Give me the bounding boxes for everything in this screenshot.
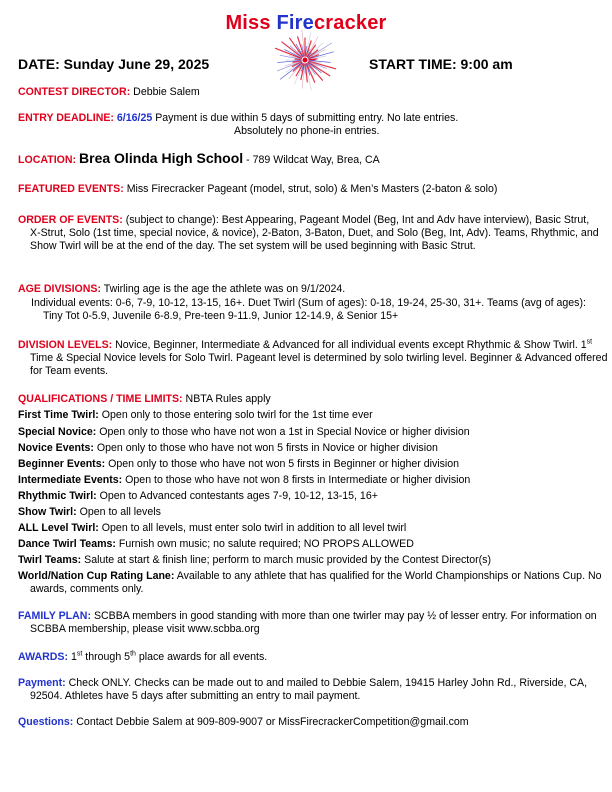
qual-item xyxy=(18,570,608,596)
age-label: AGE DIVISIONS: xyxy=(18,283,101,295)
qual-desc: Open to all levels xyxy=(79,506,161,518)
qualifications-rules: NBTA Rules apply xyxy=(185,393,271,405)
order-label: ORDER OF EVENTS: xyxy=(18,214,123,226)
division-text-a: Novice, Beginner, Intermediate & Advanced for all individual events except Rhythmic & Show Twirl. 1 xyxy=(115,339,587,351)
event-date: DATE: Sunday June 29, 2025 xyxy=(18,56,210,72)
qual-item xyxy=(18,426,598,439)
qual-desc: Open only to those who have not won 5 firsts in Beginner or higher division xyxy=(108,458,460,470)
division-label: DIVISION LEVELS: xyxy=(18,339,113,351)
qual-item xyxy=(18,442,598,455)
qual-desc: Available to any athlete that has qualified for the World Championships or Nations Cup. No awards, comments only. xyxy=(30,570,602,595)
featured-text: Miss Firecracker Pageant (model, strut, solo) & Men’s Masters (2-baton & solo) xyxy=(126,183,498,195)
qual-term: Twirl Teams: xyxy=(18,554,82,566)
title-fire: Fire xyxy=(276,12,314,34)
qual-desc: Open to all levels, must enter solo twirl in addition to all level twirl xyxy=(101,522,407,534)
qual-term: Beginner Events: xyxy=(18,458,106,470)
deadline-text: Payment is due within 5 days of submitting entry. No late entries. xyxy=(155,112,459,124)
division-sup: st xyxy=(586,338,593,346)
awards-sup1: st xyxy=(76,650,83,658)
awards-sup2: th xyxy=(130,650,136,658)
qual-item xyxy=(18,538,598,551)
deadline-date: 6/16/25 xyxy=(116,112,153,124)
title-cracker: cracker xyxy=(313,12,387,34)
payment xyxy=(18,677,608,703)
payment-text: Check ONLY. Checks can be made out to and mailed to Debbie Salem, 19415 Harley John Rd., Riverside, CA, 92504. Athletes have 5 days after submitting an entry to mail payment. xyxy=(30,677,588,702)
director-label: CONTEST DIRECTOR: xyxy=(18,86,131,98)
qual-term: First Time Twirl: xyxy=(18,409,99,421)
division-text-b: Time & Special Novice levels for Solo Twirl. Pageant level is determined by solo twirling level. Beginner & Advanced offered for Team events. xyxy=(30,352,608,377)
location-school: Brea Olinda High School xyxy=(79,150,244,166)
firework-center xyxy=(303,58,308,63)
awards-mid: through 5 xyxy=(82,651,131,663)
qual-desc: Furnish own music; no salute required; NO PROPS ALLOWED xyxy=(118,538,414,550)
qual-term: Dance Twirl Teams: xyxy=(18,538,116,550)
qual-desc: Open only to those entering solo twirl for the 1st time ever xyxy=(101,409,373,421)
order-of-events xyxy=(18,214,600,253)
qual-item xyxy=(18,522,598,535)
qual-term: Show Twirl: xyxy=(18,506,77,518)
awards-label: AWARDS: xyxy=(18,651,69,663)
qual-desc: Open only to those who have not won a 1st in Special Novice or higher division xyxy=(99,426,470,438)
location-label: LOCATION: xyxy=(18,154,77,166)
qual-item xyxy=(18,506,598,519)
payment-label: Payment: xyxy=(18,677,66,689)
location xyxy=(18,150,380,168)
qualifications-label: QUALIFICATIONS / TIME LIMITS: xyxy=(18,393,183,405)
qual-item xyxy=(18,490,598,503)
qual-term: Special Novice: xyxy=(18,426,97,438)
qual-item xyxy=(18,409,598,422)
awards-end: place awards for all events. xyxy=(135,651,268,663)
firework-ray xyxy=(309,59,317,60)
awards-num1: 1 xyxy=(70,651,77,663)
deadline-note: Absolutely no phone-in entries. xyxy=(234,125,380,137)
title-miss: Miss xyxy=(225,12,277,34)
family-label: FAMILY PLAN: xyxy=(18,610,91,622)
qual-term: Intermediate Events: xyxy=(18,474,123,486)
division-levels xyxy=(18,339,608,378)
featured-label: FEATURED EVENTS: xyxy=(18,183,124,195)
qual-desc: Open to those who have not won 8 firsts in Intermediate or higher division xyxy=(125,474,471,486)
age-text: Twirling age is the age the athlete was on 9/1/2024. xyxy=(103,283,346,295)
awards xyxy=(18,651,267,664)
order-text: (subject to change): Best Appearing, Pageant Model (Beg, Int and Adv have interview), Basic Strut, X-Strut, Solo (1st time, special novice, & novice), 2-Baton, 3-Baton, Duet, and Solo (Beg, Int, Adv). Teams, Rhythmic, and Show Twirl will be at the end of the day. The set system will be used beginning with Basic Strut. xyxy=(30,214,599,252)
qual-desc: Salute at start & finish line; perform to march music provided by the Contest Director(s) xyxy=(84,554,491,566)
contest-director xyxy=(18,86,200,99)
qual-desc: Open only to those who have not won 5 firsts in Novice or higher division xyxy=(96,442,438,454)
director-value: Debbie Salem xyxy=(133,86,200,98)
firework-icon xyxy=(262,28,348,96)
qual-item xyxy=(18,554,598,567)
deadline-label: ENTRY DEADLINE: xyxy=(18,112,114,124)
location-address: - 789 Wildcat Way, Brea, CA xyxy=(246,154,380,166)
questions xyxy=(18,716,469,729)
questions-text: Contact Debbie Salem at 909-809-9007 or MissFirecrackerCompetition@gmail.com xyxy=(76,716,469,728)
featured-events xyxy=(18,183,598,196)
qual-item xyxy=(18,458,598,471)
family-plan xyxy=(18,610,600,636)
age-divisions xyxy=(18,283,345,296)
qual-term: World/Nation Cup Rating Lane: xyxy=(18,570,175,582)
family-text: SCBBA members in good standing with more than one twirler may pay ½ of lesser entry. For information on SCBBA membership, please visit www.scbba.org xyxy=(30,610,597,635)
entry-deadline xyxy=(18,112,458,125)
age-groups: Individual events: 0-6, 7-9, 10-12, 13-15, 16+. Duet Twirl (Sum of ages): 0-18, 19-24, 25-30, 31+. Teams (avg of ages): Tiny Tot 0-5.9, Juvenile 6-8.9, Pre-teen 9-11.9, Junior 12-14.9, & Senior 15+ xyxy=(31,297,586,322)
start-time: START TIME: 9:00 am xyxy=(369,56,513,72)
qualifications-heading xyxy=(18,393,271,406)
qual-term: Novice Events: xyxy=(18,442,94,454)
qual-term: ALL Level Twirl: xyxy=(18,522,99,534)
questions-label: Questions: xyxy=(18,716,74,728)
qual-item xyxy=(18,474,598,487)
qual-desc: Open to Advanced contestants ages 7-9, 10-12, 13-15, 16+ xyxy=(99,490,378,502)
qual-term: Rhythmic Twirl: xyxy=(18,490,97,502)
